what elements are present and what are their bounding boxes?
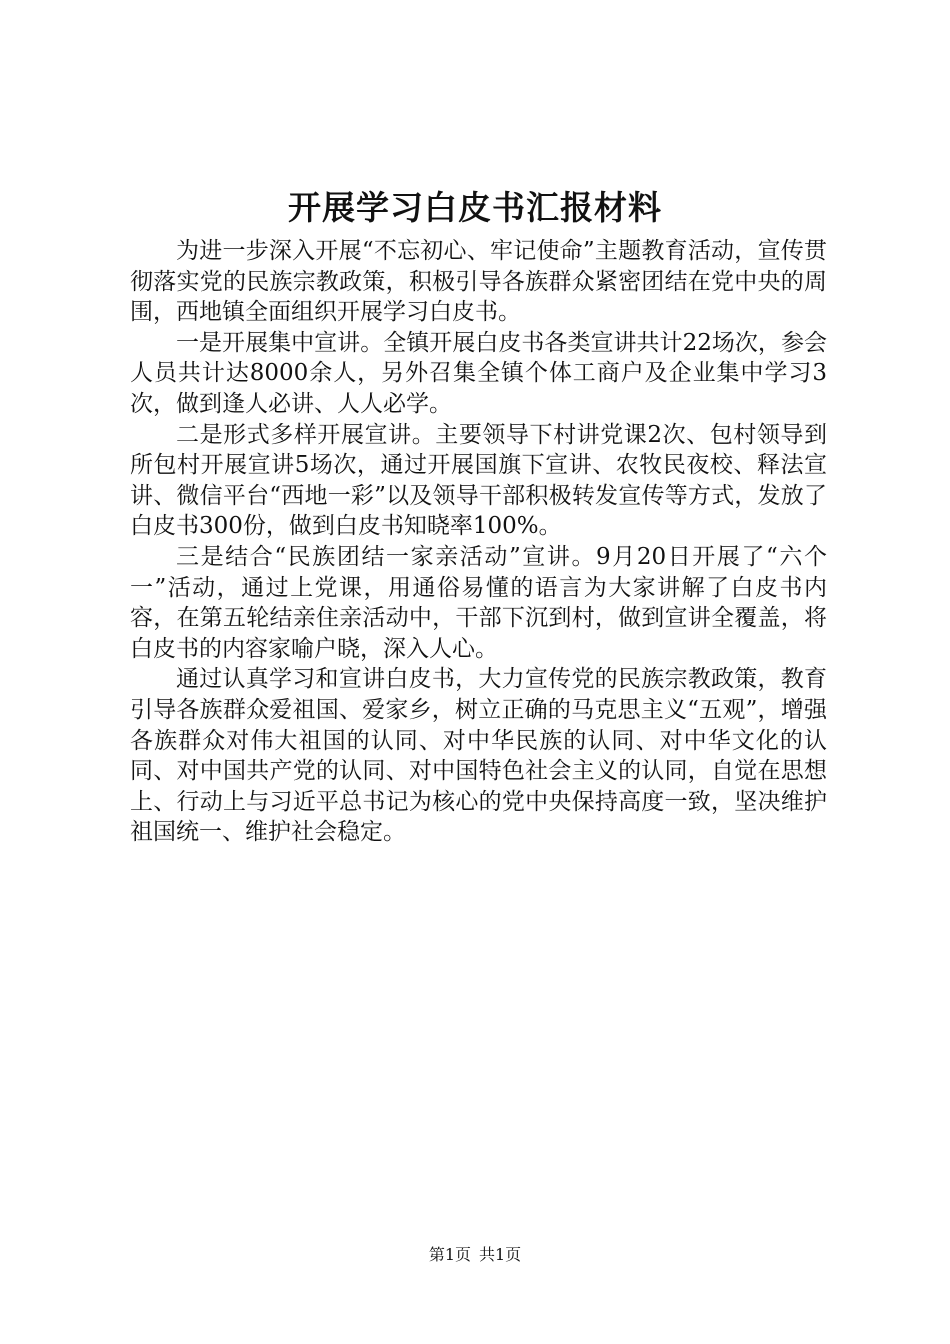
document-title: 开展学习白皮书汇报材料 xyxy=(288,188,662,227)
paragraph-point-one: 一是开展集中宣讲。全镇开展白皮书各类宣讲共计22场次，参会人员共计达8000余人，另外召集全镇个体工商户及企业集中学习3次，做到逢人必讲、人人必学。 xyxy=(130,329,827,417)
document-body xyxy=(130,236,827,848)
paragraph-conclusion: 通过认真学习和宣讲白皮书，大力宣传党的民族宗教政策，教育引导各族群众爱祖国、爱家乡，树立正确的马克思主义“五观”，增强各族群众对伟大祖国的认同、对中华民族的认同、对中华文化的认同、对中国共产党的认同、对中国特色社会主义的认同，自觉在思想上、行动上与习近平总书记为核心的党中央保持高度一致，坚决维护祖国统一、维护社会稳定。 xyxy=(130,666,827,846)
page-number: 第1页 xyxy=(428,1245,471,1264)
page-footer xyxy=(0,1243,950,1267)
page-total: 共1页 xyxy=(479,1245,522,1264)
paragraph-point-two: 二是形式多样开展宣讲。主要领导下村讲党课2次、包村领导到所包村开展宣讲5场次，通过开展国旗下宣讲、农牧民夜校、释法宣讲、微信平台“西地一彩”以及领导干部积极转发宣传等方式，发放了白皮书300份，做到白皮书知晓率100%。 xyxy=(130,421,827,540)
paragraph-point-three: 三是结合“民族团结一家亲活动”宣讲。9月20日开展了“六个一”活动，通过上党课，用通俗易懂的语言为大家讲解了白皮书内容，在第五轮结亲住亲活动中，干部下沉到村，做到宣讲全覆盖，将白皮书的内容家喻户晓，深入人心。 xyxy=(130,543,827,662)
paragraph-intro: 为进一步深入开展“不忘初心、牢记使命”主题教育活动，宣传贯彻落实党的民族宗教政策，积极引导各族群众紧密团结在党中央的周围，西地镇全面组织开展学习白皮书。 xyxy=(130,238,827,326)
